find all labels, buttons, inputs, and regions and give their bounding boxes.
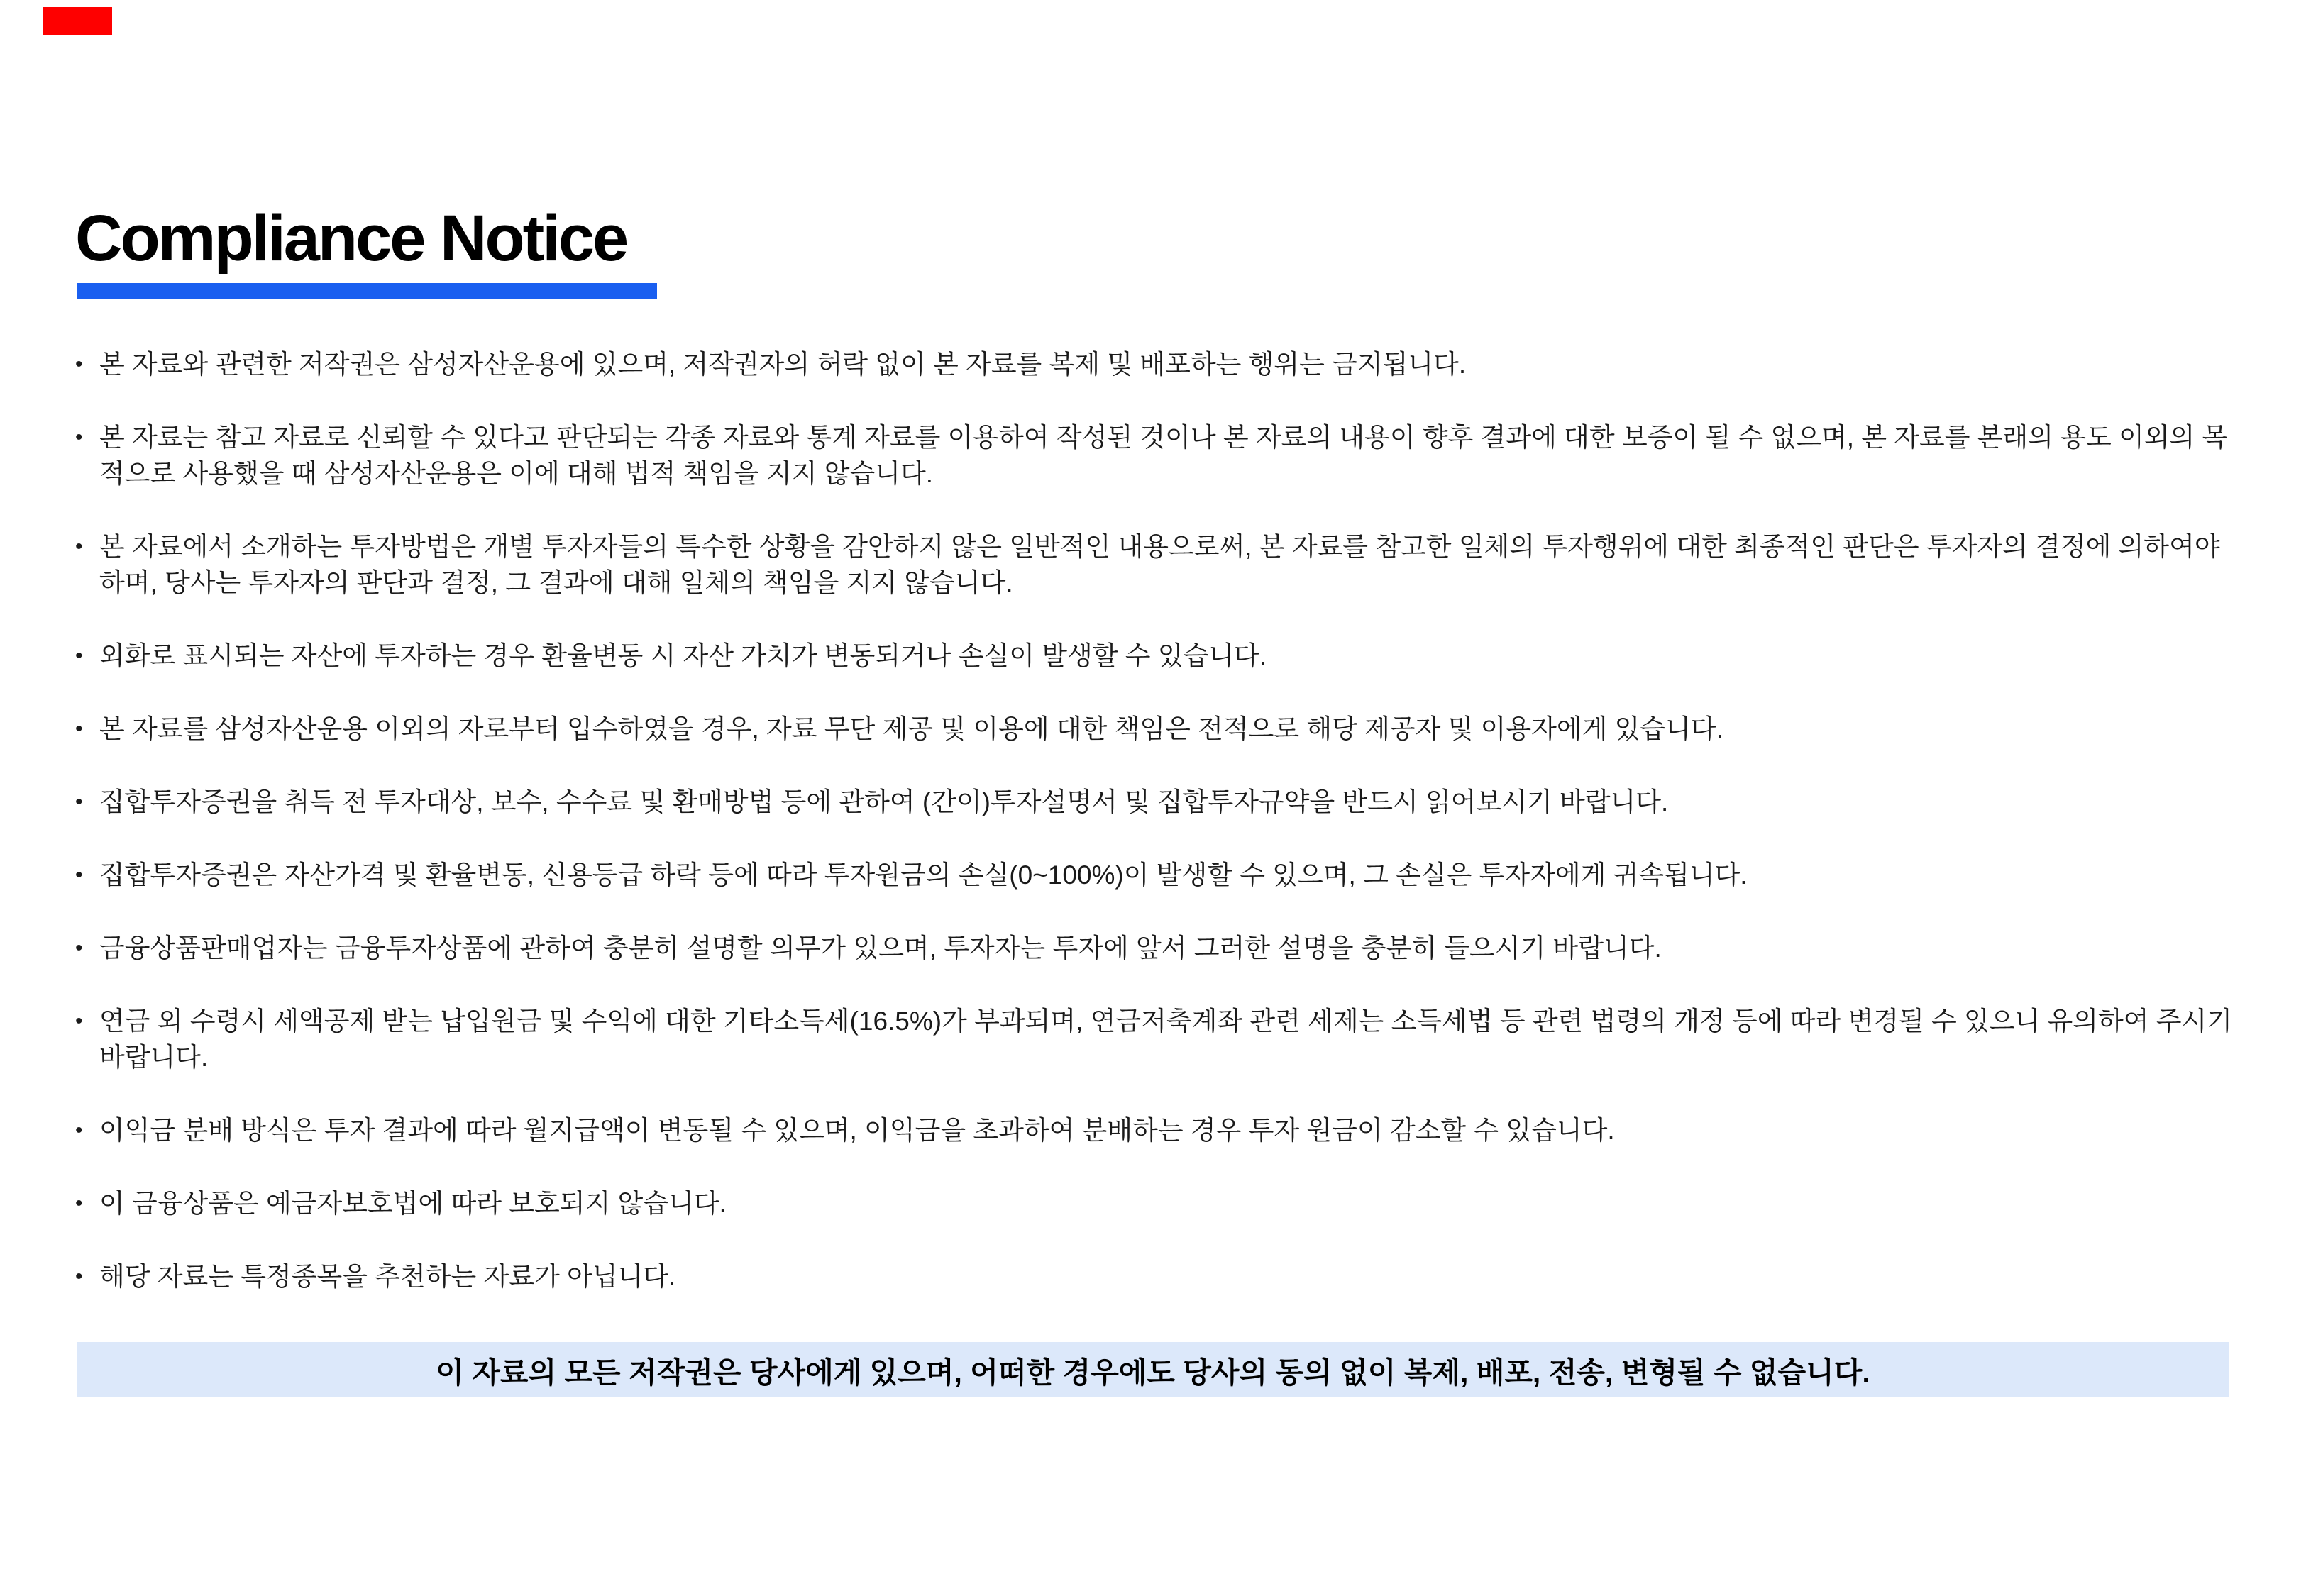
title-underline-bar (77, 283, 657, 299)
copyright-banner (77, 1342, 2229, 1397)
bullet-dot-icon: • (75, 1009, 83, 1033)
bullet-dot-icon: • (75, 863, 83, 887)
bullet-text: 본 자료와 관련한 저작권은 삼성자산운용에 있으며, 저작권자의 허락 없이 본 자료를 복제 및 배포하는 행위는 금지됩니다. (99, 350, 1467, 379)
bullet-text: 집합투자증권을 취득 전 투자대상, 보수, 수수료 및 환매방법 등에 관하여 (간이)투자설명서 및 집합투자규약을 반드시 읽어보시기 바랍니다. (99, 787, 1669, 816)
bullet-item (75, 346, 2232, 382)
bullet-dot-icon: • (75, 426, 83, 449)
disclaimer-list (75, 346, 2232, 1331)
bullet-dot-icon: • (75, 1265, 83, 1288)
bullet-text: 해당 자료는 특정종목을 추천하는 자료가 아닙니다. (99, 1262, 676, 1291)
bullet-dot-icon: • (75, 1192, 83, 1215)
bullet-text: 이 금융상품은 예금자보호법에 따라 보호되지 않습니다. (99, 1189, 727, 1218)
bullet-dot-icon: • (75, 936, 83, 960)
bullet-text: 금융상품판매업자는 금융투자상품에 관하여 충분히 설명할 의무가 있으며, 투자자는 투자에 앞서 그러한 설명을 충분히 들으시기 바랍니다. (99, 933, 1662, 963)
page-title: Compliance Notice (75, 202, 627, 275)
bullet-item (75, 784, 2232, 820)
bullet-dot-icon: • (75, 535, 83, 558)
bullet-dot-icon: • (75, 1119, 83, 1142)
bullet-dot-icon: • (75, 717, 83, 741)
bullet-item (75, 1258, 2232, 1295)
bullet-dot-icon: • (75, 790, 83, 814)
bullet-dot-icon: • (75, 644, 83, 667)
bullet-text: 본 자료를 삼성자산운용 이외의 자로부터 입수하였을 경우, 자료 무단 제공 및 이용에 대한 책임은 전적으로 해당 제공자 및 이용자에게 있습니다. (99, 714, 1723, 743)
copyright-banner-text: 이 자료의 모든 저작권은 당사에게 있으며, 어떠한 경우에도 당사의 동의 없이 복제, 배포, 전송, 변형될 수 없습니다. (436, 1356, 1870, 1389)
bullet-item (75, 528, 2232, 601)
bullet-item (75, 930, 2232, 966)
bullet-text: 외화로 표시되는 자산에 투자하는 경우 환율변동 시 자산 가치가 변동되거나 손실이 발생할 수 있습니다. (99, 641, 1267, 670)
bullet-item (75, 1185, 2232, 1221)
bullet-item (75, 1112, 2232, 1148)
red-corner-marker (43, 7, 112, 35)
bullet-dot-icon: • (75, 353, 83, 376)
bullet-item (75, 419, 2232, 492)
bullet-item (75, 638, 2232, 674)
bullet-text: 집합투자증권은 자산가격 및 환율변동, 신용등급 하락 등에 따라 투자원금의 손실(0~100%)이 발생할 수 있으며, 그 손실은 투자자에게 귀속됩니다. (99, 860, 1748, 890)
bullet-item (75, 711, 2232, 747)
bullet-item (75, 1003, 2232, 1075)
bullet-item (75, 857, 2232, 893)
bullet-text: 본 자료는 참고 자료로 신뢰할 수 있다고 판단되는 각종 자료와 통계 자료를 이용하여 작성된 것이나 본 자료의 내용이 향후 결과에 대한 보증이 될 수 없으며, 본 자료를 본래의 용도 이외의 목적으로 사용했을 때 삼성자산운용은 이에 대해 법적 책임을 지지 않습니다. (99, 423, 2228, 488)
bullet-text: 이익금 분배 방식은 투자 결과에 따라 월지급액이 변동될 수 있으며, 이익금을 초과하여 분배하는 경우 투자 원금이 감소할 수 있습니다. (99, 1116, 1615, 1145)
bullet-text: 연금 외 수령시 세액공제 받는 납입원금 및 수익에 대한 기타소득세(16.5%)가 부과되며, 연금저축계좌 관련 세제는 소득세법 등 관련 법령의 개정 등에 따라 변경될 수 있으니 유의하여 주시기 바랍니다. (99, 1007, 2232, 1072)
bullet-text: 본 자료에서 소개하는 투자방법은 개별 투자자들의 특수한 상황을 감안하지 않은 일반적인 내용으로써, 본 자료를 참고한 일체의 투자행위에 대한 최종적인 판단은 투자자의 결정에 의하여야 하며, 당사는 투자자의 판단과 결정, 그 결과에 대해 일체의 책임을 지지 않습니다. (99, 532, 2220, 597)
